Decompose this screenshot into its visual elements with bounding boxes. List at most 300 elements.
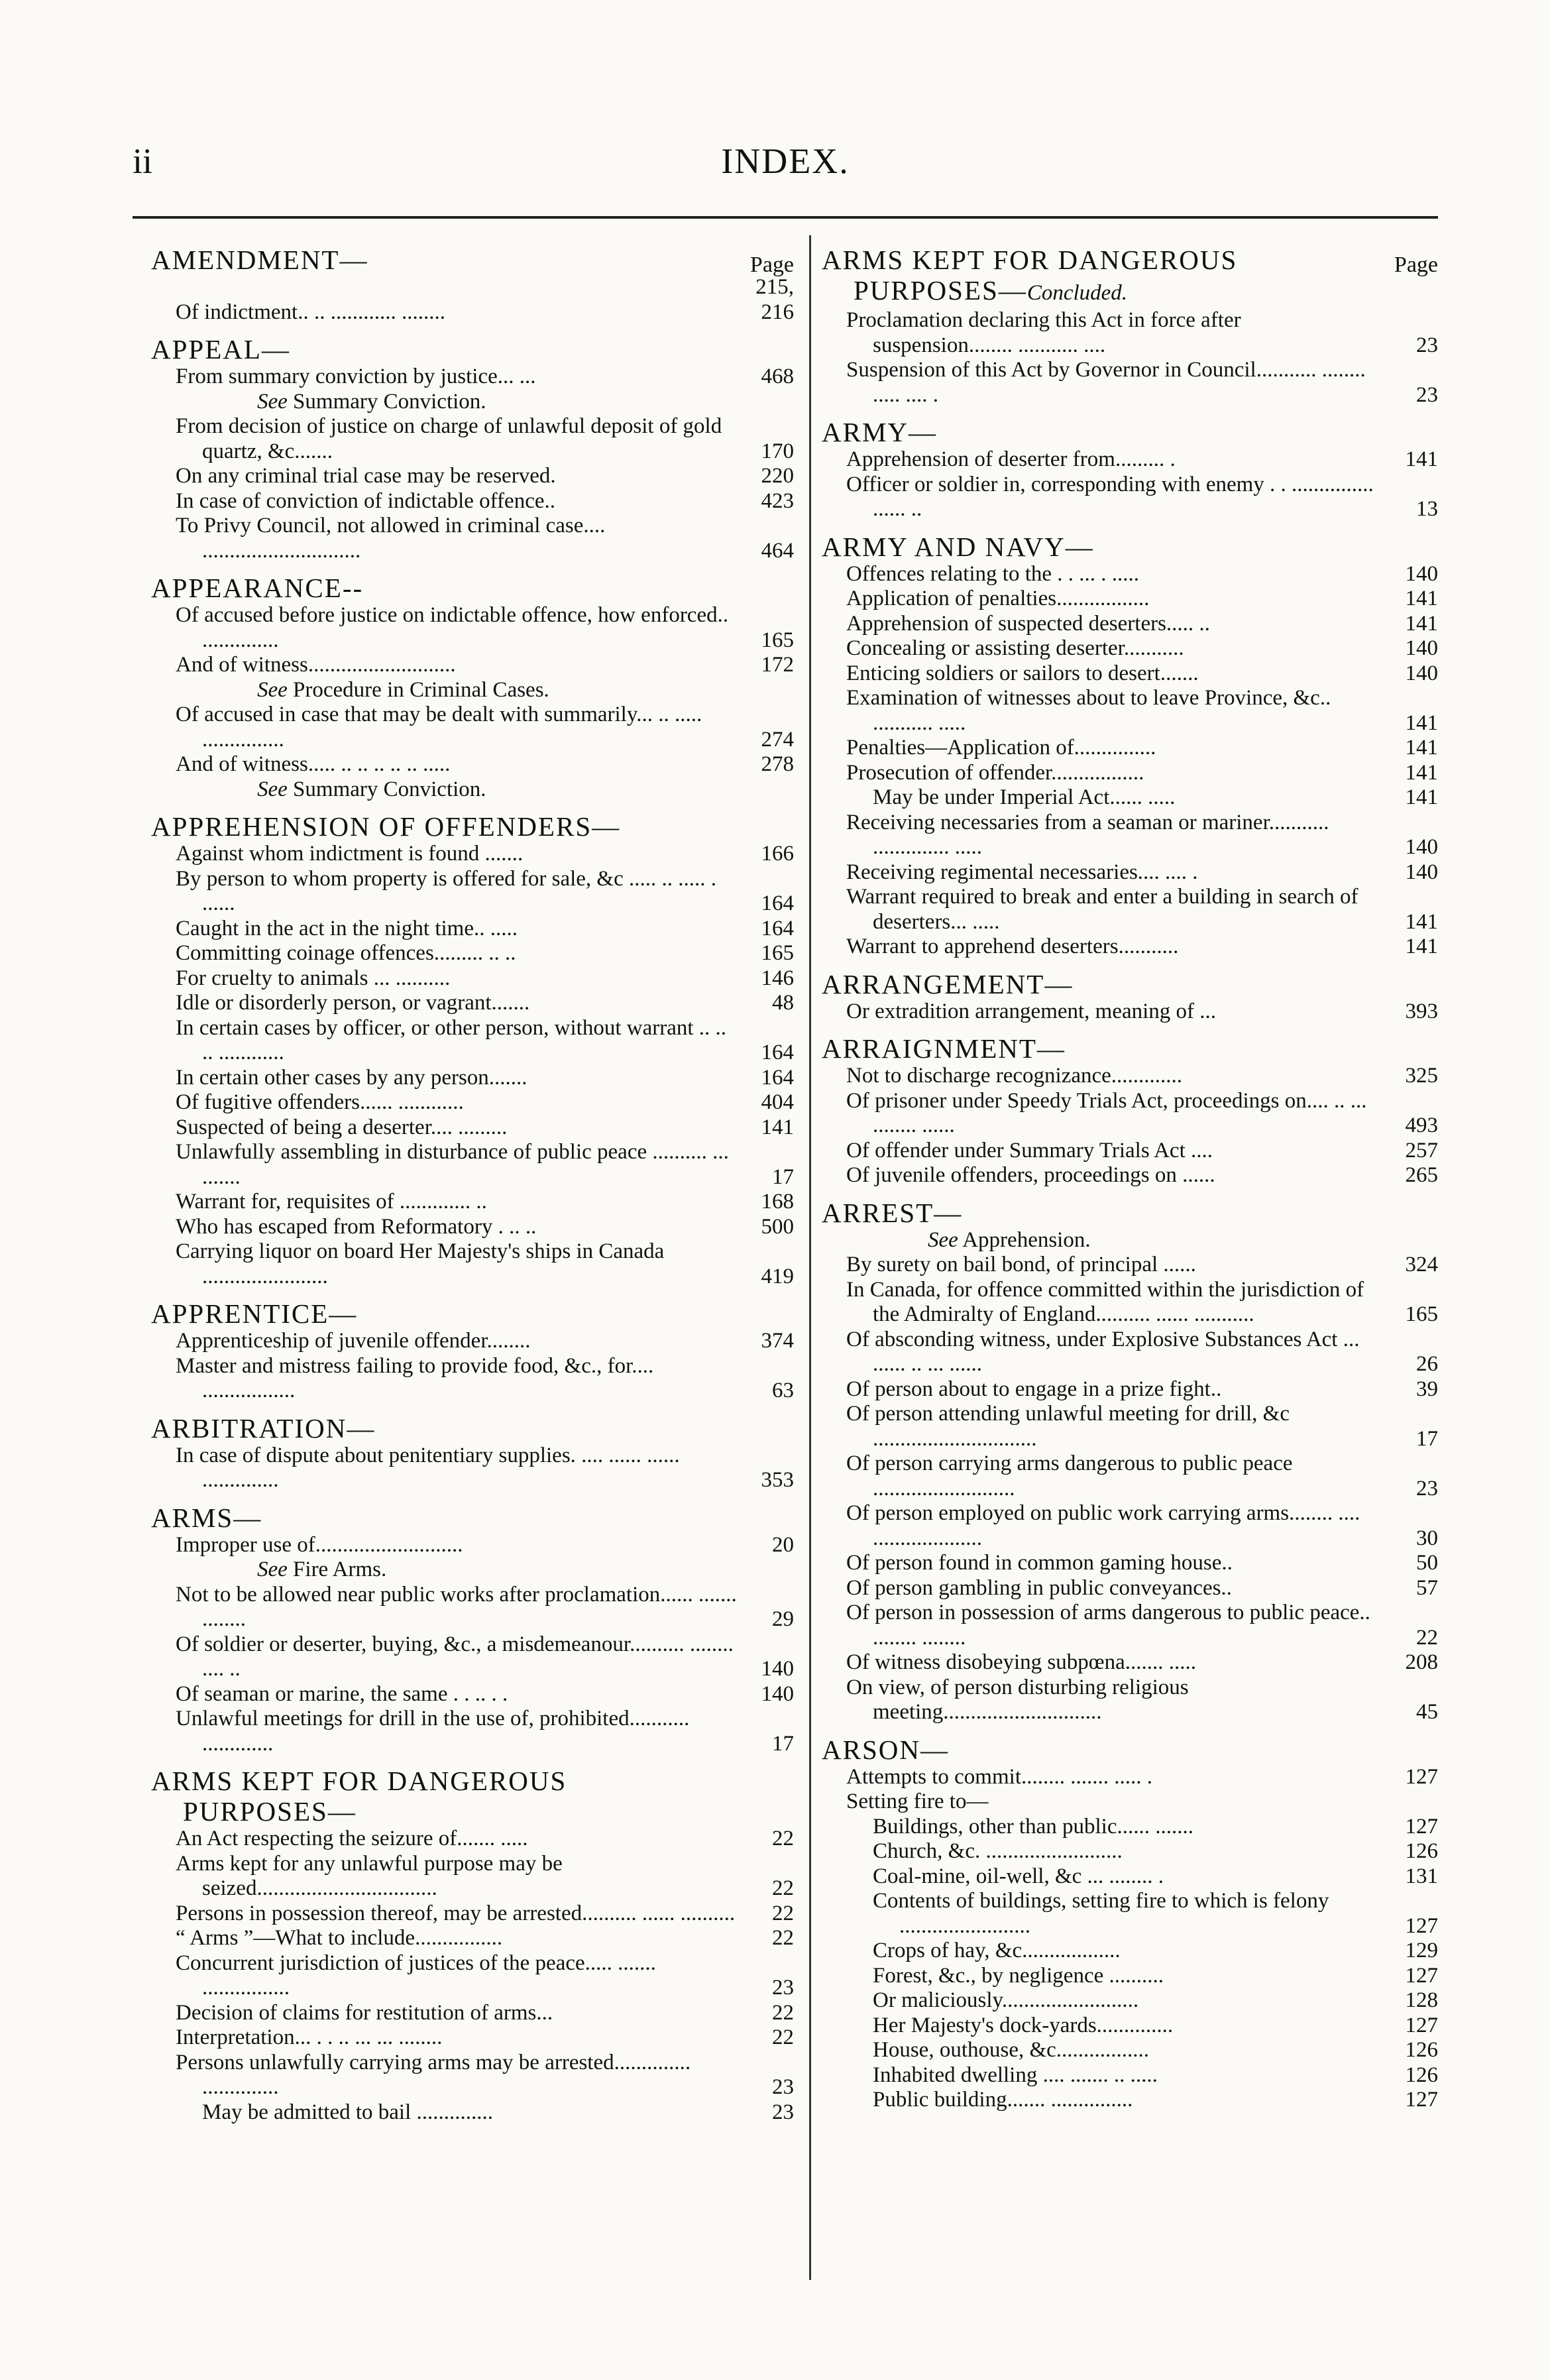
index-entry [822,1675,1438,1725]
index-entry [151,1354,794,1404]
index-entry [151,1140,794,1190]
index-entry [822,1163,1438,1188]
entry-page: 493 [1405,1113,1438,1137]
index-entry [151,1852,794,1901]
entry-page: 17 [772,1731,794,1756]
index-entry [822,1839,1438,1864]
entry-text: Warrant required to break and enter a building in search of deserters... ..... [846,885,1358,934]
index-entry [151,414,794,464]
index-entry [151,1951,794,2001]
entry-page: 23 [772,2075,794,2099]
entry-page: 165 [761,628,794,652]
entry-text: Setting fire to— [846,1789,989,1813]
entry-page: 22 [772,2025,794,2049]
index-entry [822,587,1438,612]
entry-text: Of person gambling in public conveyances.. [846,1575,1232,1600]
entry-page: 23 [1416,382,1438,407]
entry-page: 215, 216 [755,275,794,324]
entry-text: Her Majesty's dock-yards.............. [873,2013,1174,2037]
index-entry [151,1329,794,1354]
entry-page: 22 [1416,1625,1438,1650]
entry-text: Interpretation... . . .. ... ... ........ [176,2025,443,2049]
entry-text: Of offender under Summary Trials Act .... [846,1138,1213,1162]
entry-text: On view, of person disturbing religious meeting............................. [846,1675,1189,1724]
index-entry [822,1501,1438,1551]
entry-page: 141 [1405,909,1438,934]
index-entry [822,2038,1438,2063]
continued-note: Concluded. [1026,281,1128,305]
entry-page: 146 [761,966,794,990]
entry-text: Of accused before justice on indictable offence, how enforced.. .............. [176,603,729,652]
column-divider [809,235,811,2280]
entry-text: Of absconding witness, under Explosive Substances Act ... ...... .. ... ...... [846,1327,1360,1376]
entry-page: 140 [1405,835,1438,859]
heading-text: APPEARANCE-- [151,573,364,603]
entry-text: Against whom indictment is found ....... [176,842,524,866]
entry-text: Committing coinage offences......... .. .. [176,941,516,965]
index-entry [822,860,1438,885]
heading-text: ARMY— [822,417,938,447]
entry-page: 17 [772,1164,794,1189]
heading-text: APPEAL— [151,334,290,365]
entry-text: Of person in possession of arms dangerous to public peace.. ........ ........ [846,1601,1370,1650]
index-entry [822,1864,1438,1890]
entry-text: Of person found in common gaming house.. [846,1551,1233,1575]
index-entry [822,1551,1438,1576]
index-heading [822,417,1438,447]
heading-text: ARMS— [151,1502,262,1533]
entry-text: Persons in possession thereof, may be arrested.......... ...... .......... [176,1901,736,1925]
index-entry [822,1601,1438,1650]
heading-text: ARMY AND NAVY— [822,531,1094,562]
entry-text: House, outhouse, &c................. [873,2038,1150,2062]
entry-text: Apprenticeship of juvenile offender........ [176,1329,531,1353]
entry-text: Carrying liquor on board Her Majesty's ships in Canada ....................... [176,1239,665,1288]
entry-text: Not to discharge recognizance............. [846,1064,1183,1088]
index-entry [151,514,794,563]
entry-text: Who has escaped from Reformatory . .. .. [176,1214,537,1239]
index-entry [822,935,1438,960]
entry-page: 127 [1405,1913,1438,1938]
index-entry [822,636,1438,661]
heading-text: ARMS KEPT FOR DANGEROUS [822,245,1238,275]
entry-text: Forest, &c., by negligence .......... [873,1963,1164,1988]
heading-text-continued: PURPOSES—Concluded. [854,275,1128,306]
entry-text: Concealing or assisting deserter........... [846,636,1184,660]
entry-text: Crops of hay, &c.................. [873,1939,1121,1962]
entry-text: Officer or soldier in, corresponding with enemy . . ............... ...... .. [846,472,1374,521]
entry-text: And of witness........................... [176,653,456,677]
entry-page: 353 [761,1468,794,1492]
entry-text: And of witness..... .. .. .. .. .. ..... [176,752,451,776]
entry-page: 48 [772,991,794,1015]
entry-page: 464 [761,538,794,563]
index-entry [151,2051,794,2100]
index-entry [151,1190,794,1215]
entry-text: Penalties—Application of............... [846,736,1156,760]
index-entry [822,1889,1438,1939]
entry-text: Attempts to commit........ ....... ..... . [846,1764,1152,1789]
entry-text: Of juvenile offenders, proceedings on ...... [846,1163,1215,1187]
index-entry [822,1576,1438,1601]
entry-text: Of person attending unlawful meeting for drill, &c .............................. [846,1402,1290,1451]
entry-text: Caught in the act in the night time.. ..... [176,916,518,940]
index-entry [151,1215,794,1240]
see-word: See [257,677,288,702]
entry-page: 13 [1416,497,1438,521]
index-heading [822,532,1438,562]
entry-text: Buildings, other than public...... ....... [873,1814,1193,1839]
entry-text: Of fugitive offenders...... ............ [176,1090,464,1114]
entry-page: 126 [1405,2038,1438,2062]
index-entry [822,473,1438,522]
entry-text: Master and mistress failing to provide food, &c., for.... ................. [176,1353,654,1402]
entry-text: Of seaman or marine, the same . . .. . . [176,1681,508,1706]
heading-text: AMENDMENT— [151,245,368,275]
index-entry [822,661,1438,687]
entry-text: Prosecution of offender................. [846,760,1144,785]
entry-page: 23 [1416,333,1438,357]
entry-text: Offences relating to the . . ... . ..... [846,561,1140,586]
entry-page: 126 [1405,1839,1438,1863]
index-entry [151,365,794,390]
entry-page: 141 [1405,611,1438,636]
entry-page: 165 [1405,1302,1438,1326]
entry-text: Of person employed on public work carrying arms........ .... .................... [846,1501,1360,1550]
see-reference: See Fire Arms. [257,1558,387,1581]
entry-page: 141 [1405,710,1438,735]
entry-text: In certain other cases by any person....... [176,1065,527,1090]
heading-text: APPREHENSION OF OFFENDERS— [151,811,621,842]
index-heading [151,811,794,842]
entry-page: 166 [761,842,794,866]
index-entry [151,703,794,752]
entry-text: Receiving regimental necessaries.... .... . [846,860,1198,884]
index-entry [151,991,794,1016]
entry-page: 393 [1405,999,1438,1023]
index-heading [822,1734,1438,1765]
see-reference: See Summary Conviction. [257,777,486,801]
index-entry [151,1239,794,1289]
entry-page: 23 [772,2100,794,2124]
entry-page: 140 [1405,561,1438,586]
entry-page: 23 [772,1976,794,2000]
entry-page: 126 [1405,2063,1438,2087]
entry-page: 165 [761,941,794,965]
entry-page: 131 [1405,1864,1438,1888]
index-entry [822,999,1438,1025]
entry-page: 324 [1405,1253,1438,1276]
entry-text: In case of conviction of indictable offence.. [176,488,555,513]
index-entry [822,1278,1438,1328]
entry-text: Idle or disorderly person, or vagrant....... [176,991,530,1015]
entry-page: 500 [761,1214,794,1239]
see-reference: See Apprehension. [928,1227,1091,1252]
heading-text: ARREST— [822,1197,963,1228]
heading-text: ARRAIGNMENT— [822,1033,1066,1064]
entry-page: 141 [1405,736,1438,760]
entry-text: Unlawfully assembling in disturbance of public peace .......... ... ....... [176,1140,729,1189]
entry-page: 140 [1405,860,1438,884]
index-entry [822,2063,1438,2088]
entry-page: 22 [772,1876,794,1900]
entry-text: From decision of justice on charge of unlawful deposit of gold quartz, &c....... [176,414,722,463]
entry-text: “ Arms ”—What to include................ [176,1926,503,1950]
index-heading [822,1198,1438,1228]
index-entry [151,752,794,777]
entry-text: Decision of claims for restitution of arms... [176,2000,553,2025]
index-entry [151,1827,794,1852]
index-entry [151,966,794,992]
index-entry [151,489,794,514]
entry-page: 39 [1416,1377,1438,1401]
index-entry [151,917,794,942]
index-entry [822,885,1438,935]
index-entry [151,464,794,489]
entry-page: 127 [1405,2013,1438,2037]
index-entry [822,1139,1438,1164]
entry-text: Proclamation declaring this Act in force after suspension........ ........... .... [846,308,1241,357]
see-word: See [257,1558,288,1581]
entry-text: Of accused in case that may be dealt with summarily... .. ..... ............... [176,703,702,752]
see-reference: See Procedure in Criminal Cases. [257,677,549,702]
entry-text: Suspected of being a deserter.... ......... [176,1115,508,1139]
index-entry [151,2100,794,2125]
entry-page: 468 [761,365,794,388]
entry-page: 30 [1416,1526,1438,1550]
entry-page: 63 [772,1379,794,1402]
entry-text: Unlawful meetings for drill in the use of, prohibited........... ............. [176,1707,690,1756]
folio: ii [133,141,153,181]
entry-page: 29 [772,1607,794,1631]
heading-text: ARRANGEMENT— [822,968,1074,999]
entry-page: 127 [1405,1963,1438,1988]
entry-text: Of witness disobeying subpœna....... ..... [846,1650,1196,1674]
entry-text: In case of dispute about penitentiary supplies. .... ...... ...... .............. [176,1443,680,1492]
entry-page: 404 [761,1090,794,1114]
entry-page: 168 [761,1190,794,1214]
index-entry [822,447,1438,473]
index-entry [151,603,794,653]
index-entry [151,941,794,966]
entry-page: 423 [761,488,794,513]
entry-text: For cruelty to animals ... .......... [176,966,451,990]
index-heading [151,1502,794,1533]
entry-page: 129 [1405,1939,1438,1962]
index-entry [822,1789,1438,1815]
entry-page: 57 [1416,1575,1438,1600]
entry-page: 208 [1405,1650,1438,1674]
entry-text: By surety on bail bond, of principal ...... [846,1253,1196,1276]
entry-text: Or maliciously......................... [873,1988,1139,2012]
index-entry [151,2025,794,2051]
entry-page: 164 [761,891,794,915]
index-entry [151,842,794,867]
index-entry [822,785,1438,811]
entry-text: Of prisoner under Speedy Trials Act, proceedings on.... .. ... ........ ...... [846,1088,1367,1137]
entry-text: Warrant for, requisites of ............. .. [176,1190,487,1214]
header-rule [133,216,1438,219]
entry-page: 140 [1405,661,1438,685]
index-entry [151,1682,794,1707]
entry-page: 140 [761,1681,794,1706]
entry-page: 141 [1405,785,1438,809]
index-entry [822,1402,1438,1451]
left-column [151,235,794,2125]
page-header [133,141,1438,187]
index-heading [151,1298,794,1329]
index-entry [822,811,1438,860]
entry-page: 374 [761,1329,794,1353]
index-entry [151,1707,794,1756]
entry-text: Or extradition arrangement, meaning of ... [846,999,1217,1023]
see-word: See [257,389,288,414]
index-entry [822,358,1438,408]
index-entry [822,562,1438,587]
entry-text: Suspension of this Act by Governor in Council........... ........ ..... .... . [846,358,1366,407]
page-column-label: Page [1394,253,1438,277]
entry-text: Of indictment.. .. ............ ........ [176,300,445,324]
entry-page: 220 [761,464,794,488]
index-entry [822,1328,1438,1377]
index-entry [151,867,794,917]
entry-text: From summary conviction by justice... ... [176,365,536,388]
index-entry [822,1964,1438,1989]
heading-text: ARBITRATION— [151,1412,376,1444]
entry-text: Concurrent jurisdiction of justices of the peace..... ....... ................ [176,1951,656,2000]
index-entry [151,2001,794,2026]
index-entry [151,1115,794,1141]
index-heading [151,334,794,365]
index-entry [822,1650,1438,1675]
index-entry [151,1533,794,1558]
entry-page: 141 [1405,760,1438,785]
index-entry [822,1988,1438,2013]
entry-text: Inhabited dwelling .... ....... .. ..... [873,2063,1158,2087]
entry-page: 164 [761,1041,794,1064]
entry-page: 45 [1416,1700,1438,1724]
heading-text: ARMS KEPT FOR DANGEROUS [151,1766,567,1796]
entry-text: May be under Imperial Act...... ..... [873,785,1176,809]
entry-text: By person to whom property is offered for sale, &c ..... .. ..... . ...... [176,866,716,915]
entry-text: Of person carrying arms dangerous to public peace .......................... [846,1451,1293,1501]
see-word: See [928,1227,958,1252]
entry-page: 325 [1405,1064,1438,1088]
entry-page: 278 [761,752,794,776]
entry-page: 22 [772,1827,794,1850]
see-reference: See Summary Conviction. [257,389,486,414]
entry-page: 164 [761,916,794,940]
entry-page: 50 [1416,1551,1438,1575]
index-entry [151,1016,794,1066]
index-entry [151,1632,794,1682]
entry-page: 141 [761,1115,794,1139]
entry-page: 140 [761,1657,794,1681]
entry-text: Receiving necessaries from a seaman or mariner........... .............. ..... [846,810,1329,859]
entry-text: Enticing soldiers or sailors to desert....... [846,661,1199,685]
entry-page: 22 [772,1926,794,1950]
index-entry [822,1089,1438,1139]
entry-text: In Canada, for offence committed within the jurisdiction of the Admiralty of England.......... ...... ........... [846,1277,1364,1326]
entry-page: 164 [761,1065,794,1090]
entry-page: 127 [1405,1764,1438,1789]
entry-page: 170 [761,439,794,463]
index-entry [822,2013,1438,2039]
index-entry [151,1066,794,1091]
entry-text: To Privy Council, not allowed in criminal case.... ............................. [176,514,606,563]
index-entry [151,275,794,325]
index-entry [822,1765,1438,1790]
index-entry [822,736,1438,761]
entry-page: 127 [1405,2088,1438,2112]
entry-text: An Act respecting the seizure of....... ..... [176,1827,528,1850]
entry-page: 17 [1416,1426,1438,1451]
index-entry [822,308,1438,358]
index-entry [822,1064,1438,1089]
page-column-label: Page [749,253,794,277]
entry-page: 257 [1405,1138,1438,1162]
index-entry [822,1253,1438,1278]
entry-page: 23 [1416,1476,1438,1501]
entry-text: Warrant to apprehend deserters........... [846,935,1179,958]
entry-text: Persons unlawfully carrying arms may be arrested.............. .............. [176,2050,691,2099]
entry-page: 141 [1405,587,1438,610]
entry-page: 141 [1405,935,1438,958]
entry-page: 265 [1405,1163,1438,1187]
index-entry [151,1926,794,1951]
entry-text: Public building....... ............... [873,2088,1133,2112]
heading-text-continued: PURPOSES— [183,1796,357,1827]
entry-text: Coal-mine, oil-well, &c ... ........ . [873,1864,1164,1888]
entry-text: Arms kept for any unlawful purpose may be seized................................. [176,1851,563,1900]
entry-text: Examination of witnesses about to leave Province, &c.. ........... ..... [846,686,1331,735]
right-column [822,235,1438,2113]
entry-page: 141 [1405,447,1438,471]
see-word: See [257,777,288,801]
index-entry [822,612,1438,637]
entry-text: Contents of buildings, setting fire to which is felony ........................ [873,1889,1329,1938]
index-entry [822,2088,1438,2113]
index-entry [822,686,1438,736]
entry-text: Application of penalties................. [846,587,1150,610]
entry-text: Improper use of........................... [176,1532,463,1557]
entry-text: In certain cases by officer, or other person, without warrant .. .. .. ............ [176,1015,727,1064]
heading-text: ARSON— [822,1734,949,1765]
index-entry [151,653,794,678]
entry-page: 127 [1405,1814,1438,1839]
entry-page: 274 [761,727,794,752]
index-heading [151,1413,794,1444]
entry-text: On any criminal trial case may be reserved. [176,464,556,488]
entry-text: Apprehension of deserter from......... . [846,447,1176,471]
index-heading [822,969,1438,999]
index-entry [822,1451,1438,1501]
heading-text: APPRENTICE— [151,1298,358,1329]
entry-text: Apprehension of suspected deserters..... .. [846,611,1210,636]
entry-page: 22 [772,1901,794,1925]
running-head-title: INDEX. [721,141,850,181]
index-heading [151,245,794,275]
entry-text: Not to be allowed near public works after proclamation...... ....... ........ [176,1582,737,1631]
index-heading [151,1766,794,1827]
entry-page: 140 [1405,636,1438,660]
index-heading [822,1033,1438,1064]
index-entry [151,1444,794,1493]
entry-text: Of person about to engage in a prize fight.. [846,1377,1222,1401]
entry-text: May be admitted to bail .............. [202,2100,494,2124]
entry-page: 26 [1416,1352,1438,1376]
index-entry [151,1090,794,1115]
